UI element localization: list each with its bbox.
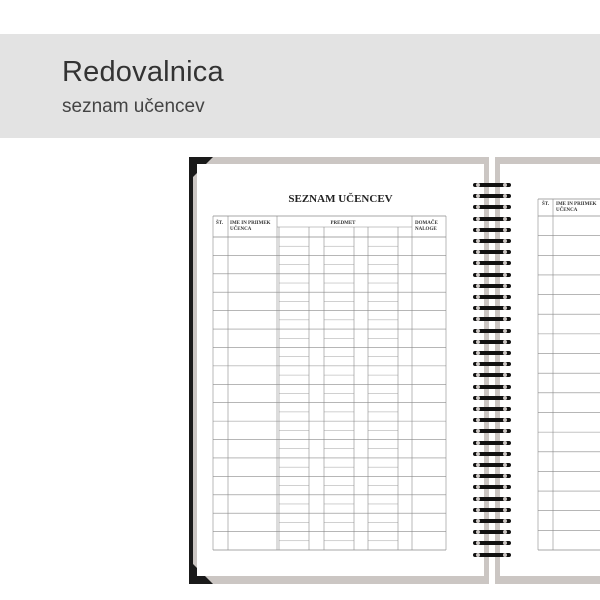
spiral-coil — [473, 216, 511, 222]
spiral-coil — [473, 428, 511, 434]
spiral-coil — [473, 283, 511, 289]
spiral-coil — [473, 529, 511, 535]
spiral-coil — [473, 193, 511, 199]
spiral-coil — [473, 417, 511, 423]
spiral-coil — [473, 518, 511, 524]
spiral-binding — [473, 182, 513, 562]
banner-subtitle: seznam učencev — [62, 96, 205, 117]
column-name-header: IME IN PRIIMEK UČENCA — [556, 202, 597, 213]
spiral-coil — [473, 182, 511, 188]
spiral-coil — [473, 328, 511, 334]
spiral-coil — [473, 316, 511, 322]
header-banner — [0, 34, 600, 138]
sheet-title: SEZNAM UČENCEV — [288, 193, 393, 205]
spiral-coil — [473, 227, 511, 233]
spiral-coil — [473, 395, 511, 401]
spiral-coil — [473, 406, 511, 412]
spiral-coil — [473, 260, 511, 266]
column-name-header: IME IN PRIIMEK UČENCA — [230, 221, 271, 232]
spiral-coil — [473, 540, 511, 546]
spiral-coil — [473, 507, 511, 513]
spiral-coil — [473, 473, 511, 479]
spiral-coil — [473, 496, 511, 502]
spiral-coil — [473, 451, 511, 457]
spiral-coil — [473, 204, 511, 210]
spiral-coil — [473, 294, 511, 300]
spiral-coil — [473, 305, 511, 311]
column-homework-header: DOMAČE NALOGE — [415, 221, 438, 232]
spiral-coil — [473, 238, 511, 244]
spiral-coil — [473, 339, 511, 345]
spiral-coil — [473, 272, 511, 278]
student-table-grid — [197, 164, 484, 576]
column-number-header: ŠT. — [542, 202, 549, 207]
spiral-coil — [473, 462, 511, 468]
spiral-coil — [473, 440, 511, 446]
spiral-coil — [473, 552, 511, 558]
cover-edge — [189, 157, 193, 584]
spiral-coil — [473, 350, 511, 356]
notebook-page-left — [197, 164, 484, 576]
column-number-header: ŠT. — [216, 221, 223, 226]
spiral-coil — [473, 384, 511, 390]
banner-title: Redovalnica — [62, 56, 224, 88]
student-table-grid — [500, 164, 600, 576]
spiral-coil — [473, 372, 511, 378]
spiral-coil — [473, 361, 511, 367]
spiral-coil — [473, 484, 511, 490]
spiral-coil — [473, 249, 511, 255]
notebook-page-right — [500, 164, 600, 576]
column-subject-header: PREDMET — [330, 221, 356, 226]
